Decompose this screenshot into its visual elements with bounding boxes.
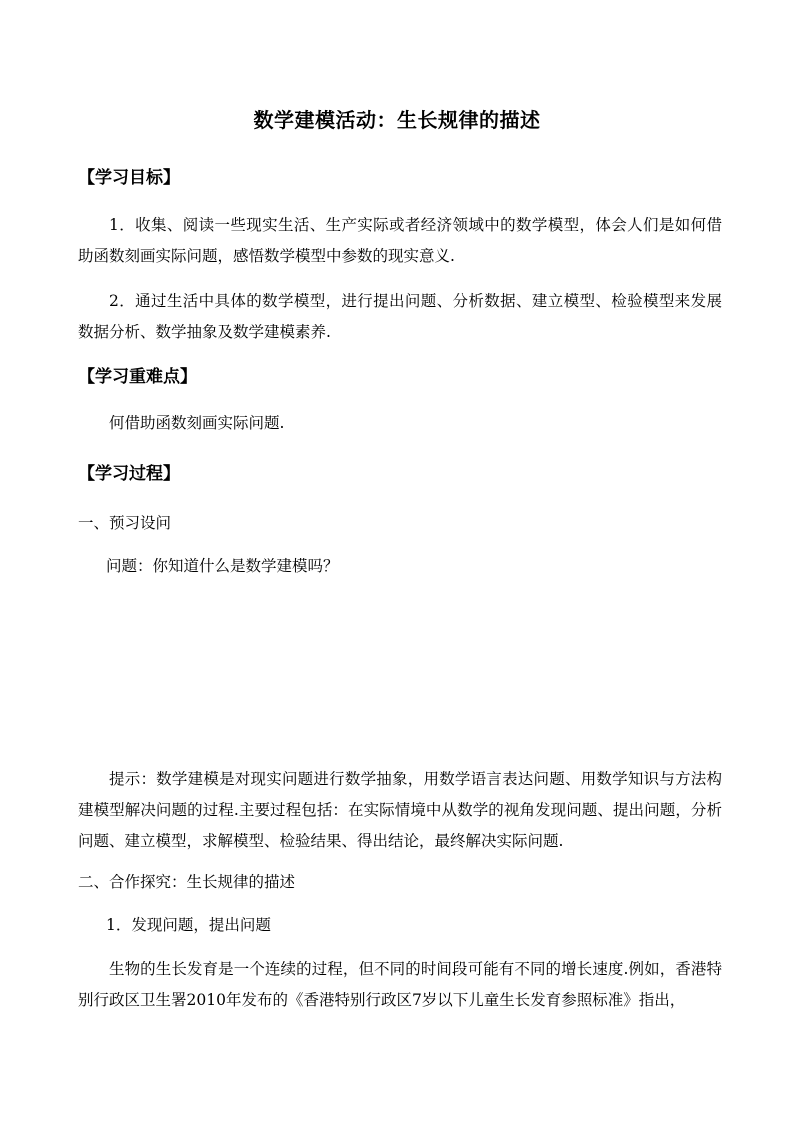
key-points-heading: 【学习重难点】 [78, 367, 197, 387]
learning-process-heading: 【学习过程】 [78, 464, 180, 484]
goal-item-1: 1．收集、阅读一些现实生活、生产实际或者经济领域中的数学模型，体会人们是如何借助函数刻画实际问题，感悟数学模型中参数的现实意义. [78, 216, 722, 265]
hint-paragraph: 提示：数学建模是对现实问题进行数学抽象，用数学语言表达问题、用数学知识与方法构建模型解决问题的过程.主要过程包括：在实际情境中从数学的视角发现问题、提出问题，分析问题、建立模型，求解模型、检验结果、得出结论，最终解决实际问题. [78, 770, 722, 850]
goal-item-2: 2．通过生活中具体的数学模型，进行提出问题、分析数据、建立模型、检验模型来发展数据分析、数学抽象及数学建模素养. [78, 292, 722, 341]
preview-question: 问题：你知道什么是数学建模吗？ [106, 557, 339, 575]
learning-goals-heading: 【学习目标】 [78, 168, 180, 188]
step1-paragraph: 生物的生长发育是一个连续的过程，但不同的时间段可能有不同的增长速度.例如，香港特别行政区卫生署2010年发布的《香港特别行政区7岁以下儿童生长发育参照标准》指出， [78, 960, 722, 1009]
section-preview-title: 一、预习设问 [78, 514, 172, 532]
key-points-text: 何借助函数刻画实际问题. [109, 414, 285, 432]
section-cooperative-title: 二、合作探究：生长规律的描述 [78, 873, 296, 891]
step1-title: 1．发现问题，提出问题 [106, 916, 271, 934]
page-title: 数学建模活动：生长规律的描述 [253, 108, 541, 132]
